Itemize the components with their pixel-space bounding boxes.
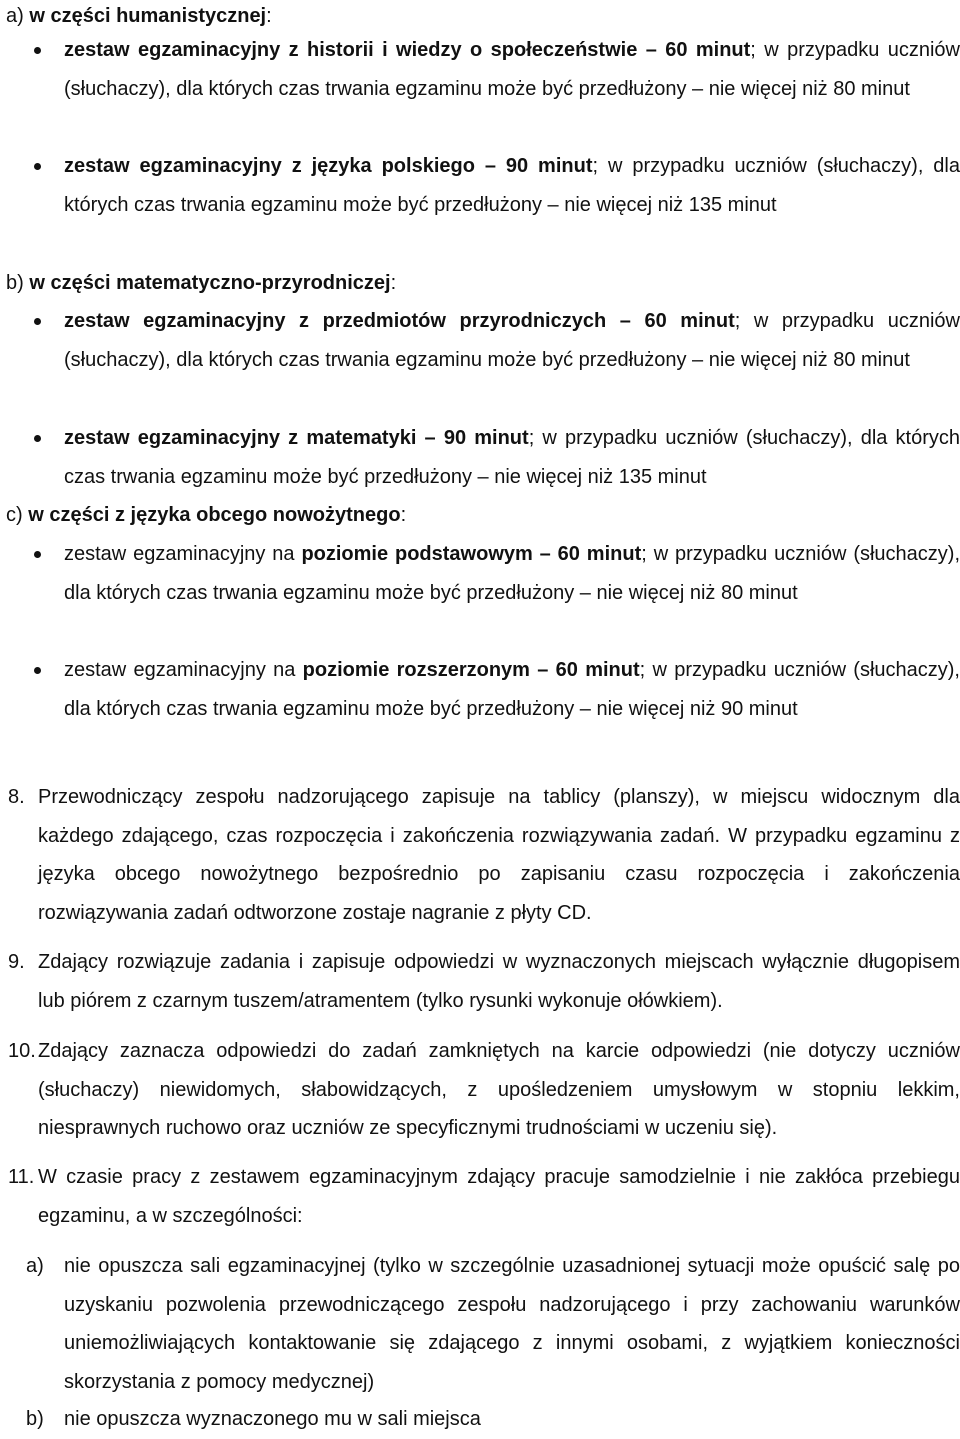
paragraph-number: 11. <box>8 1166 35 1188</box>
item-text: ; w przypadku uczniów (słuchaczy), dla których czas trwania egzaminu może być przedłużony – nie więcej niż 135 minut <box>64 155 960 216</box>
section-a-label: a) <box>6 5 24 27</box>
item-bold: zestaw egzaminacyjny z historii i wiedzy o społeczeństwie – 60 minut <box>64 39 751 61</box>
item-text: ; w przypadku uczniów (słuchaczy), dla których czas trwania egzaminu może być przedłużony – nie więcej niż 90 minut <box>64 659 960 720</box>
list-item <box>0 302 960 379</box>
item-bold: poziomie podstawowym – 60 minut <box>301 543 642 565</box>
sub-item-text: nie opuszcza wyznaczonego mu w sali miejsca <box>64 1408 481 1430</box>
section-b-label: b) <box>6 272 24 294</box>
paragraph-number: 8. <box>8 786 25 808</box>
bullet-icon <box>34 318 41 325</box>
sub-item-label: a) <box>26 1255 44 1277</box>
numbered-paragraph-11 <box>0 1158 960 1235</box>
section-b-heading <box>6 264 396 302</box>
section-b-colon: : <box>390 272 397 294</box>
section-b-title: w części matematyczno-przyrodniczej <box>29 272 391 294</box>
sub-item-b <box>0 1400 960 1439</box>
section-a-colon: : <box>266 5 272 27</box>
list-item <box>0 419 960 496</box>
section-a-heading <box>6 0 272 35</box>
paragraph-text: W czasie pracy z zestawem egzaminacyjnym zdający pracuje samodzielnie i nie zakłóca przebiegu egzaminu, a w szczególności: <box>38 1166 960 1227</box>
item-bold: zestaw egzaminacyjny z matematyki – 90 minut <box>64 427 529 449</box>
bullet-icon <box>34 163 41 170</box>
list-item <box>0 535 960 612</box>
item-bold: zestaw egzaminacyjny z języka polskiego – 90 minut <box>64 155 593 177</box>
paragraph-text: Zdający zaznacza odpowiedzi do zadań zamkniętych na karcie odpowiedzi (nie dotyczy uczniów (słuchaczy) niewidomych, słabowidzących, z upośledzeniem umysłowym w stopniu lekkim, niesprawnych ruchowo oraz uczniów ze specyficznymi trudnościami w uczeniu się). <box>38 1040 960 1139</box>
item-prefix: zestaw egzaminacyjny na <box>64 659 303 681</box>
numbered-paragraph-8 <box>0 778 960 932</box>
paragraph-number: 9. <box>8 951 25 973</box>
numbered-paragraph-10 <box>0 1032 960 1148</box>
numbered-paragraph-9 <box>0 943 960 1020</box>
section-a-title: w części humanistycznej <box>29 5 267 27</box>
section-c-label: c) <box>6 504 23 526</box>
sub-item-text: nie opuszcza sali egzaminacyjnej (tylko w szczególnie uzasadnionej sytuacji może opuścić salę po uzyskaniu pozwolenia przewodniczącego zespołu nadzorującego i przy zachowaniu warunków uniemożliwiających kontaktowanie się zdającego z innymi osobami, z wyjątkiem konieczności skorzystania z pomocy medycznej) <box>64 1255 960 1393</box>
section-c-heading <box>6 496 406 534</box>
item-bold: zestaw egzaminacyjny z przedmiotów przyrodniczych – 60 minut <box>64 310 735 332</box>
item-text: ; w przypadku uczniów (słuchaczy), dla których czas trwania egzaminu może być przedłużony – nie więcej niż 80 minut <box>64 310 960 371</box>
bullet-icon <box>34 667 41 674</box>
item-text: ; w przypadku uczniów (słuchaczy), dla których czas trwania egzaminu może być przedłużony – nie więcej niż 80 minut <box>64 543 960 604</box>
section-c-colon: : <box>400 504 407 526</box>
list-item <box>0 31 960 108</box>
item-text: ; w przypadku uczniów (słuchaczy), dla których czas trwania egzaminu może być przedłużony – nie więcej niż 135 minut <box>64 427 960 488</box>
list-item <box>0 651 960 728</box>
item-text: ; w przypadku uczniów (słuchaczy), dla których czas trwania egzaminu może być przedłużony – nie więcej niż 80 minut <box>64 39 960 100</box>
section-c-title: w części z języka obcego nowożytnego <box>28 504 401 526</box>
bullet-icon <box>34 435 41 442</box>
item-prefix: zestaw egzaminacyjny na <box>64 543 302 565</box>
sub-item-a <box>0 1247 960 1401</box>
paragraph-number: 10. <box>8 1040 36 1062</box>
paragraph-text: Zdający rozwiązuje zadania i zapisuje odpowiedzi w wyznaczonych miejscach wyłącznie długopisem lub piórem z czarnym tuszem/atramentem (tylko rysunki wykonuje ołówkiem). <box>38 951 960 1012</box>
bullet-icon <box>34 47 41 54</box>
bullet-icon <box>34 551 41 558</box>
paragraph-text: Przewodniczący zespołu nadzorującego zapisuje na tablicy (planszy), w miejscu widocznym dla każdego zdającego, czas rozpoczęcia i zakończenia rozwiązywania zadań. W przypadku egzaminu z języka obcego nowożytnego bezpośrednio po zapisaniu czasu rozpoczęcia i zakończenia rozwiązywania zadań odtworzone zostaje nagranie z płyty CD. <box>38 786 960 924</box>
item-bold: poziomie rozszerzonym – 60 minut <box>302 659 640 681</box>
sub-item-label: b) <box>26 1408 44 1430</box>
list-item <box>0 147 960 224</box>
